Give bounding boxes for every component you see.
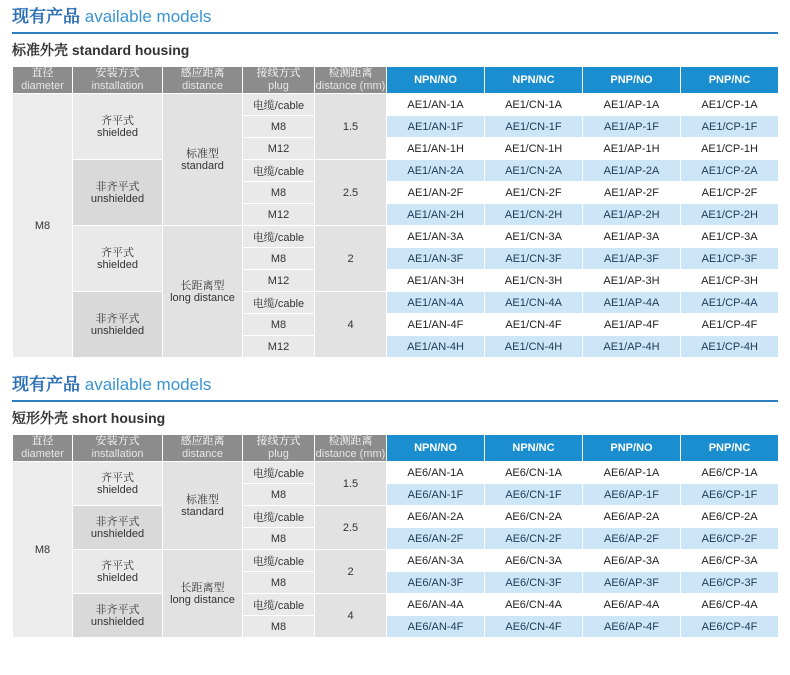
cell-detect-distance: 1.5: [315, 462, 387, 506]
column-header-cn: 接线方式: [256, 435, 301, 447]
column-header-en: distance (mm): [315, 448, 386, 460]
cell-model: AE1/AP-2H: [583, 204, 681, 226]
cell-sensing-distance: [163, 462, 243, 550]
column-header-cn: 接线方式: [256, 67, 301, 79]
cell-model: AE6/CN-2F: [485, 528, 583, 550]
cell-model: AE6/AN-1A: [387, 462, 485, 484]
column-header-output: NPN/NO: [387, 435, 485, 462]
cell-detect-distance: 4: [315, 292, 387, 358]
column-header-en: installation: [91, 80, 144, 92]
cell-model: AE1/CN-3F: [485, 248, 583, 270]
section-heading: [0, 0, 790, 30]
cell-model: AE6/AN-4F: [387, 616, 485, 638]
cell-model: AE6/AN-2A: [387, 506, 485, 528]
cell-model: AE6/CP-3A: [681, 550, 779, 572]
cell-model: AE1/CP-1H: [681, 138, 779, 160]
cell-diameter: M8: [13, 462, 73, 638]
cell-plug: M8: [243, 616, 315, 638]
cell-model: AE1/CP-1F: [681, 116, 779, 138]
table-row: [13, 594, 779, 616]
cell-model: AE1/CN-1H: [485, 138, 583, 160]
cell-model: AE1/AN-4H: [387, 336, 485, 358]
column-header-en: distance (mm): [315, 80, 386, 92]
cell-model: AE6/CP-4F: [681, 616, 779, 638]
cell-model: AE6/AP-3A: [583, 550, 681, 572]
installation-cn: 齐平式: [101, 114, 134, 127]
cell-model: AE6/CN-3A: [485, 550, 583, 572]
cell-installation: [73, 462, 163, 506]
cell-installation: [73, 292, 163, 358]
column-header-cn: 检测距离: [328, 435, 373, 447]
cell-plug: M8: [243, 528, 315, 550]
cell-plug: M8: [243, 484, 315, 506]
column-header-en: plug: [268, 80, 289, 92]
column-header: [243, 435, 315, 462]
cell-model: AE6/AP-4A: [583, 594, 681, 616]
cell-model: AE1/CN-4H: [485, 336, 583, 358]
cell-plug: M12: [243, 270, 315, 292]
column-header-output: PNP/NC: [681, 435, 779, 462]
column-header-en: installation: [91, 448, 144, 460]
column-header-output: PNP/NO: [583, 67, 681, 94]
column-header: [13, 67, 73, 94]
column-header-cn: 检测距离: [328, 67, 373, 79]
installation-cn: 非齐平式: [95, 603, 140, 616]
cell-model: AE1/AP-1F: [583, 116, 681, 138]
cell-model: AE6/CP-2A: [681, 506, 779, 528]
installation-cn: 齐平式: [101, 246, 134, 259]
cell-model: AE1/CP-3F: [681, 248, 779, 270]
cell-model: AE1/CP-2F: [681, 182, 779, 204]
cell-plug: M12: [243, 138, 315, 160]
cell-model: AE6/CN-4A: [485, 594, 583, 616]
column-header: [243, 67, 315, 94]
table-header-row: [13, 67, 779, 94]
installation-en: unshielded: [90, 192, 145, 205]
cell-model: AE1/CN-2H: [485, 204, 583, 226]
sensing-en: standard: [181, 159, 224, 172]
table-row: [13, 292, 779, 314]
cell-model: AE1/CN-4F: [485, 314, 583, 336]
sensing-en: long distance: [170, 593, 235, 606]
installation-cn: 齐平式: [101, 559, 134, 572]
cell-model: AE1/AN-3F: [387, 248, 485, 270]
section-heading: [0, 368, 790, 398]
cell-detect-distance: 1.5: [315, 94, 387, 160]
cell-detect-distance: 2: [315, 550, 387, 594]
cell-model: AE1/CP-2A: [681, 160, 779, 182]
section-title: [12, 6, 778, 28]
cell-model: AE6/CP-4A: [681, 594, 779, 616]
section-title-cn: 现有产品: [12, 7, 80, 26]
cell-model: AE1/AN-1H: [387, 138, 485, 160]
cell-detect-distance: 2: [315, 226, 387, 292]
cell-plug: M8: [243, 182, 315, 204]
section-title: [12, 374, 778, 396]
sensing-cn: 长距离型: [180, 581, 225, 594]
cell-model: AE1/CP-4F: [681, 314, 779, 336]
table-row: [13, 506, 779, 528]
cell-sensing-distance: [163, 226, 243, 358]
cell-model: AE1/AN-3H: [387, 270, 485, 292]
sensing-cn: 标准型: [186, 493, 219, 506]
installation-en: unshielded: [90, 527, 145, 540]
column-header: [13, 435, 73, 462]
column-header-cn: 感应距离: [180, 435, 225, 447]
cell-model: AE1/CN-4A: [485, 292, 583, 314]
cell-plug: 电缆/cable: [243, 160, 315, 182]
installation-en: unshielded: [90, 615, 145, 628]
column-header-output: NPN/NC: [485, 435, 583, 462]
sensing-cn: 长距离型: [180, 279, 225, 292]
column-header: [73, 435, 163, 462]
cell-detect-distance: 4: [315, 594, 387, 638]
cell-model: AE1/AN-2A: [387, 160, 485, 182]
models-section: [0, 368, 790, 648]
cell-model: AE6/CN-2A: [485, 506, 583, 528]
cell-model: AE1/AN-4A: [387, 292, 485, 314]
cell-model: AE1/AP-1A: [583, 94, 681, 116]
cell-model: AE1/AN-1A: [387, 94, 485, 116]
cell-plug: 电缆/cable: [243, 292, 315, 314]
cell-installation: [73, 160, 163, 226]
column-header-en: diameter: [21, 80, 64, 92]
cell-sensing-distance: [163, 550, 243, 638]
section-title-cn: 现有产品: [12, 375, 80, 394]
models-table: [12, 434, 779, 638]
cell-model: AE1/AP-2A: [583, 160, 681, 182]
column-header-en: diameter: [21, 448, 64, 460]
column-header-cn: 安装方式: [95, 435, 140, 447]
cell-model: AE6/AN-1F: [387, 484, 485, 506]
cell-plug: M8: [243, 572, 315, 594]
column-header: [163, 67, 243, 94]
installation-en: shielded: [97, 126, 138, 139]
section-title-en: available models: [84, 375, 212, 394]
cell-model: AE1/CN-2F: [485, 182, 583, 204]
section-spacer: [0, 638, 790, 648]
table-row: [13, 160, 779, 182]
cell-model: AE6/CP-2F: [681, 528, 779, 550]
column-header-cn: 直径: [31, 435, 54, 447]
cell-model: AE6/AN-3F: [387, 572, 485, 594]
cell-plug: M8: [243, 248, 315, 270]
section-spacer: [0, 358, 790, 368]
cell-model: AE1/AN-2H: [387, 204, 485, 226]
cell-model: AE1/CN-3H: [485, 270, 583, 292]
cell-model: AE6/AP-2A: [583, 506, 681, 528]
cell-model: AE6/AN-4A: [387, 594, 485, 616]
cell-model: AE6/AP-2F: [583, 528, 681, 550]
cell-model: AE1/CN-3A: [485, 226, 583, 248]
column-header-output: NPN/NC: [485, 67, 583, 94]
installation-cn: 非齐平式: [95, 515, 140, 528]
column-header-en: distance: [182, 80, 223, 92]
column-header: [163, 435, 243, 462]
section-title-en: available models: [84, 7, 212, 26]
column-header-output: NPN/NO: [387, 67, 485, 94]
installation-cn: 齐平式: [101, 471, 134, 484]
cell-plug: 电缆/cable: [243, 462, 315, 484]
cell-plug: 电缆/cable: [243, 226, 315, 248]
cell-model: AE1/CN-1A: [485, 94, 583, 116]
cell-model: AE6/CP-1A: [681, 462, 779, 484]
cell-model: AE1/AN-4F: [387, 314, 485, 336]
cell-plug: M12: [243, 204, 315, 226]
cell-model: AE6/CP-1F: [681, 484, 779, 506]
cell-model: AE1/CP-2H: [681, 204, 779, 226]
cell-plug: 电缆/cable: [243, 550, 315, 572]
cell-installation: [73, 506, 163, 550]
models-table: [12, 66, 779, 358]
sensing-en: standard: [181, 505, 224, 518]
cell-plug: M8: [243, 314, 315, 336]
column-header: [315, 67, 387, 94]
cell-diameter: M8: [13, 94, 73, 358]
column-header-en: distance: [182, 448, 223, 460]
cell-model: AE6/CP-3F: [681, 572, 779, 594]
cell-plug: 电缆/cable: [243, 594, 315, 616]
table-row: [13, 462, 779, 484]
cell-installation: [73, 94, 163, 160]
cell-plug: 电缆/cable: [243, 506, 315, 528]
cell-model: AE1/CP-3H: [681, 270, 779, 292]
cell-model: AE6/AP-1F: [583, 484, 681, 506]
cell-model: AE1/AP-4H: [583, 336, 681, 358]
cell-model: AE6/AP-1A: [583, 462, 681, 484]
cell-model: AE1/CP-4H: [681, 336, 779, 358]
cell-model: AE1/AP-4F: [583, 314, 681, 336]
cell-model: AE6/AP-3F: [583, 572, 681, 594]
cell-model: AE6/CN-4F: [485, 616, 583, 638]
column-header-output: PNP/NC: [681, 67, 779, 94]
cell-plug: M8: [243, 116, 315, 138]
cell-model: AE1/AN-1F: [387, 116, 485, 138]
cell-model: AE1/CP-3A: [681, 226, 779, 248]
cell-model: AE1/CP-1A: [681, 94, 779, 116]
cell-installation: [73, 594, 163, 638]
column-header: [315, 435, 387, 462]
cell-model: AE1/AP-1H: [583, 138, 681, 160]
table-row: [13, 550, 779, 572]
cell-model: AE1/CN-2A: [485, 160, 583, 182]
installation-cn: 非齐平式: [95, 312, 140, 325]
installation-cn: 非齐平式: [95, 180, 140, 193]
cell-plug: 电缆/cable: [243, 94, 315, 116]
cell-model: AE6/CN-3F: [485, 572, 583, 594]
cell-model: AE6/CN-1A: [485, 462, 583, 484]
section-subtitle: 短形外壳 short housing: [12, 410, 166, 426]
table-row: [13, 94, 779, 116]
cell-sensing-distance: [163, 94, 243, 226]
cell-model: AE1/CN-1F: [485, 116, 583, 138]
cell-model: AE1/CP-4A: [681, 292, 779, 314]
cell-installation: [73, 226, 163, 292]
cell-model: AE1/AN-3A: [387, 226, 485, 248]
installation-en: shielded: [97, 258, 138, 271]
cell-model: AE1/AP-3A: [583, 226, 681, 248]
cell-model: AE6/AN-3A: [387, 550, 485, 572]
sensing-en: long distance: [170, 291, 235, 304]
installation-en: unshielded: [90, 324, 145, 337]
table-row: [13, 226, 779, 248]
cell-plug: M12: [243, 336, 315, 358]
table-header-row: [13, 435, 779, 462]
cell-detect-distance: 2.5: [315, 160, 387, 226]
cell-model: AE6/AP-4F: [583, 616, 681, 638]
column-header: [73, 67, 163, 94]
cell-model: AE1/AP-2F: [583, 182, 681, 204]
cell-detect-distance: 2.5: [315, 506, 387, 550]
cell-model: AE1/AN-2F: [387, 182, 485, 204]
column-header-cn: 感应距离: [180, 67, 225, 79]
section-subtitle: 标准外壳 standard housing: [12, 42, 190, 58]
cell-installation: [73, 550, 163, 594]
column-header-cn: 安装方式: [95, 67, 140, 79]
cell-model: AE1/AP-3H: [583, 270, 681, 292]
column-header-en: plug: [268, 448, 289, 460]
installation-en: shielded: [97, 483, 138, 496]
cell-model: AE6/AN-2F: [387, 528, 485, 550]
installation-en: shielded: [97, 571, 138, 584]
sensing-cn: 标准型: [186, 147, 219, 160]
cell-model: AE1/AP-3F: [583, 248, 681, 270]
column-header-cn: 直径: [31, 67, 54, 79]
cell-model: AE1/AP-4A: [583, 292, 681, 314]
column-header-output: PNP/NO: [583, 435, 681, 462]
cell-model: AE6/CN-1F: [485, 484, 583, 506]
